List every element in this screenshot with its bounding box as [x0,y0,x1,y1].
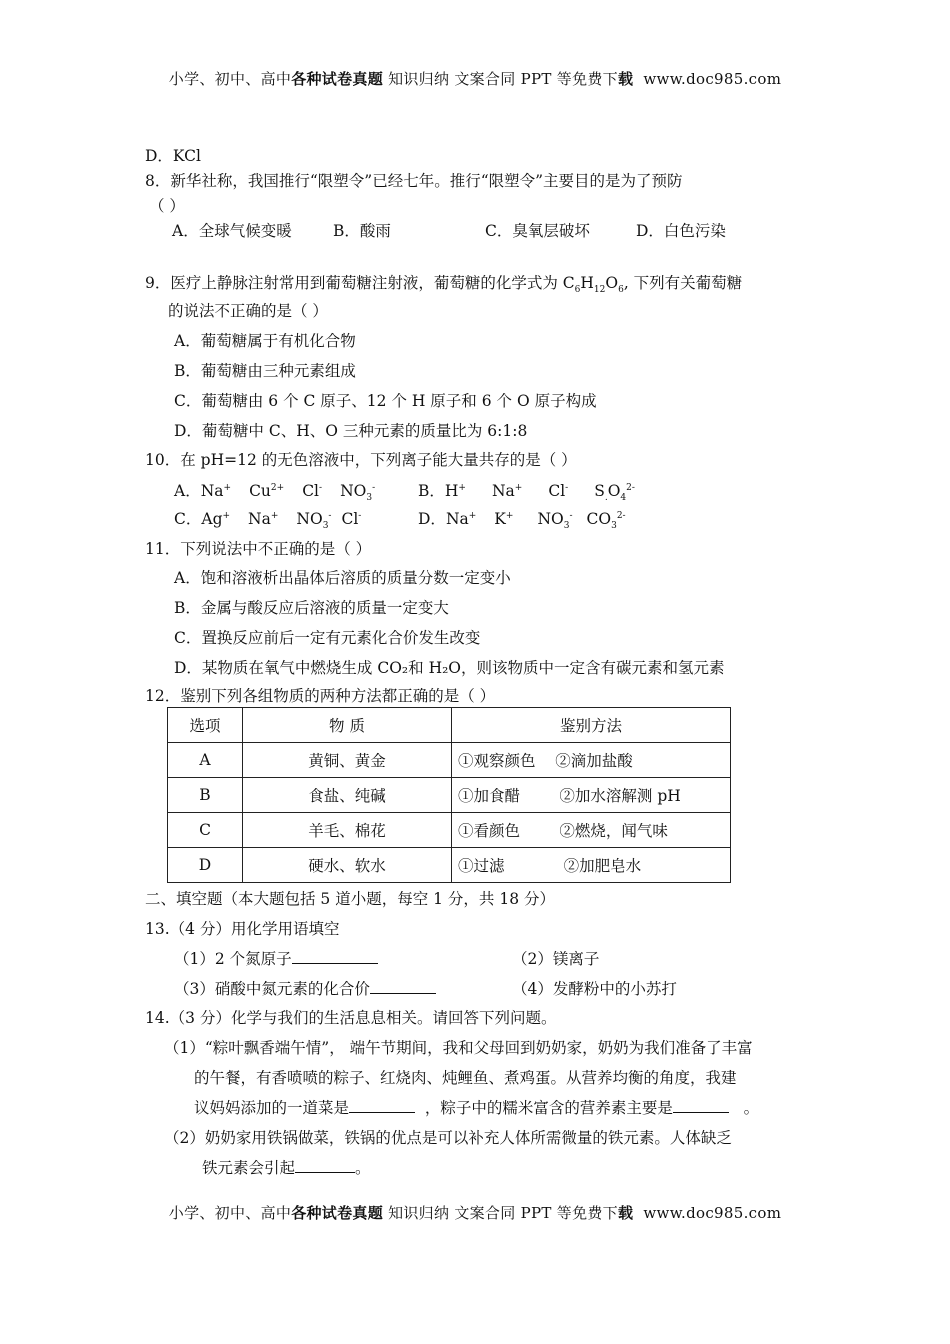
table-row [168,848,731,883]
header-text-1: 小学、初中、高中 [168,70,292,88]
q9-option-d: D．葡萄糖中 C、H、O 三种元素的质量比为 6:1:8 [174,422,528,440]
table-cell: B [168,778,243,813]
header-cell-option: 选项 [168,708,243,743]
table-row [168,743,731,778]
answer-blank[interactable] [349,1098,415,1113]
section2-title: 二、填空题（本大题包括 5 道小题，每空 1 分，共 18 分） [145,890,556,908]
q11-option-d: D．某物质在氧气中燃烧生成 CO₂和 H₂O，则该物质中一定含有碳元素和氢元素 [174,659,725,677]
q11-stem: 11．下列说法中不正确的是（ ） [145,540,372,558]
table-cell: D [168,848,243,883]
header-bold-2: 载 [617,70,634,88]
q9-stem-part1: 9．医疗上静脉注射常用到葡萄糖注射液，葡萄糖的化学式为 C [145,274,575,292]
q9-stem: 9．医疗上静脉注射常用到葡萄糖注射液，葡萄糖的化学式为 $C_6H_{12}O_6$, 下列有关葡萄糖 [145,274,743,296]
q10-label-d: D． [418,510,446,528]
q9-option-b: B．葡萄糖由三种元素组成 [174,362,356,380]
q14-stem: 14.（3 分）化学与我们的生活息息相关。请回答下列问题。 [145,1009,557,1027]
table-cell: A [168,743,243,778]
q7-option-d: D．KCl [145,147,201,165]
q13-stem: 13.（4 分）用化学用语填空 [145,920,340,938]
q14-p1-line2: 的午餐，有香喷喷的粽子、红烧肉、炖鲤鱼、煮鸡蛋。从营养均衡的角度，我建 [194,1069,737,1087]
table-row [168,813,731,848]
table-cell: ①观察颜色 ②滴加盐酸 [452,743,731,778]
header-cell-method: 鉴别方法 [452,708,731,743]
table-row [168,778,731,813]
q10-option-a: A．Na+ $Cu^{2+}$ Cl- $NO_3^-$ [174,482,376,504]
q12-stem: 12．鉴别下列各组物质的两种方法都正确的是（ ） [145,687,496,705]
answer-blank[interactable] [370,979,436,994]
q10-label-b: B． [418,482,445,500]
table-cell: 黄铜、黄金 [243,743,452,778]
page-header [0,68,950,89]
footer-bold-1: 各种试卷真题 [291,1204,383,1222]
q12-table [167,707,731,883]
q14-p1-line3-a: 议妈妈添加的一道菜是 [194,1099,350,1117]
answer-blank[interactable] [673,1098,729,1113]
q8-stem: 8．新华社称，我国推行“限塑令”已经七年。推行“限塑令”主要目的是为了预防 [145,172,683,190]
q13-item-3-text: （3）硝酸中氮元素的化合价 [174,980,370,998]
q8-paren: （ ） [149,197,185,215]
q10-option-c: C．Ag+ Na+ $NO_3^-$ Cl- [174,510,362,532]
q14-p1-line3 [194,1097,759,1119]
q10-label-c: C． [174,510,202,528]
header-cell-substance: 物 质 [243,708,452,743]
table-cell: ①过滤 ②加肥皂水 [452,848,731,883]
table-header-row [168,708,731,743]
q14-p1-line3-b: ，粽子中的糯米富含的营养素主要是 [424,1099,673,1117]
q10-label-a: A． [174,482,201,500]
q13-item-4: （4）发酵粉中的小苏打 [512,980,677,998]
q13-item-3 [174,978,436,1000]
q13-item-1 [174,948,378,970]
q9-option-a: A．葡萄糖属于有机化合物 [174,332,356,350]
q10-option-d: D．Na+ K+ $NO_3^-$ $CO_3^{2-}$ [418,510,626,532]
q10-stem: 10．在 pH=12 的无色溶液中，下列离子能大量共存的是（ ） [145,451,577,469]
q8-option-a: A．全球气候变暖 [172,222,292,240]
footer-text-2: 知识归纳 文案合同 PPT 等免费下 [383,1204,618,1222]
footer-text-1: 小学、初中、高中 [168,1204,292,1222]
q14-p1-line1: （1）“粽叶飘香端午情”， 端午节期间，我和父母回到奶奶家，奶奶为我们准备了丰富 [164,1039,753,1057]
q11-option-a: A．饱和溶液析出晶体后溶质的质量分数一定变小 [174,569,511,587]
q14-p2-line2-a: 铁元素会引起 [202,1159,296,1177]
q11-option-b: B．金属与酸反应后溶液的质量一定变大 [174,599,449,617]
table-cell: ①看颜色 ②燃烧，闻气味 [452,813,731,848]
q14-p1-line3-c: 。 [743,1099,760,1117]
answer-blank[interactable] [292,949,378,964]
q11-option-c: C．置换反应前后一定有元素化合价发生改变 [174,629,481,647]
table-cell: 食盐、纯碱 [243,778,452,813]
header-text-2: 知识归纳 文案合同 PPT 等免费下 [383,70,618,88]
table-cell: 羊毛、棉花 [243,813,452,848]
header-url: www.doc985.com [643,70,782,88]
table-cell: ①加食醋 ②加水溶解测 pH [452,778,731,813]
q8-option-c: C．臭氧层破坏 [485,222,590,240]
table-cell: C [168,813,243,848]
q14-p2-line1: （2）奶奶家用铁锅做菜，铁锅的优点是可以补充人体所需微量的铁元素。人体缺乏 [164,1129,732,1147]
header-bold-1: 各种试卷真题 [291,70,383,88]
q9-stem-line2: 的说法不正确的是（ ） [168,302,328,320]
q8-option-b: B．酸雨 [333,222,391,240]
table-cell: 硬水、软水 [243,848,452,883]
q9-option-c: C．葡萄糖由 6 个 C 原子、12 个 H 原子和 6 个 O 原子构成 [174,392,597,410]
footer-bold-2: 载 [617,1204,634,1222]
q9-stem-part2: , 下列有关葡萄糖 [623,274,743,292]
q13-item-1-text: （1）2 个氮原子 [174,950,292,968]
q10-option-b: B．H+ Na+ Cl- $S_.O_4^{2-}$ [418,482,635,504]
q13-item-2: （2）镁离子 [512,950,600,968]
q14-p2-line2-b: 。 [355,1159,371,1177]
answer-blank[interactable] [295,1158,355,1173]
page-footer [0,1202,950,1223]
q8-option-d: D．白色污染 [636,222,726,240]
footer-url: www.doc985.com [643,1204,782,1222]
q14-p2-line2 [202,1157,371,1179]
